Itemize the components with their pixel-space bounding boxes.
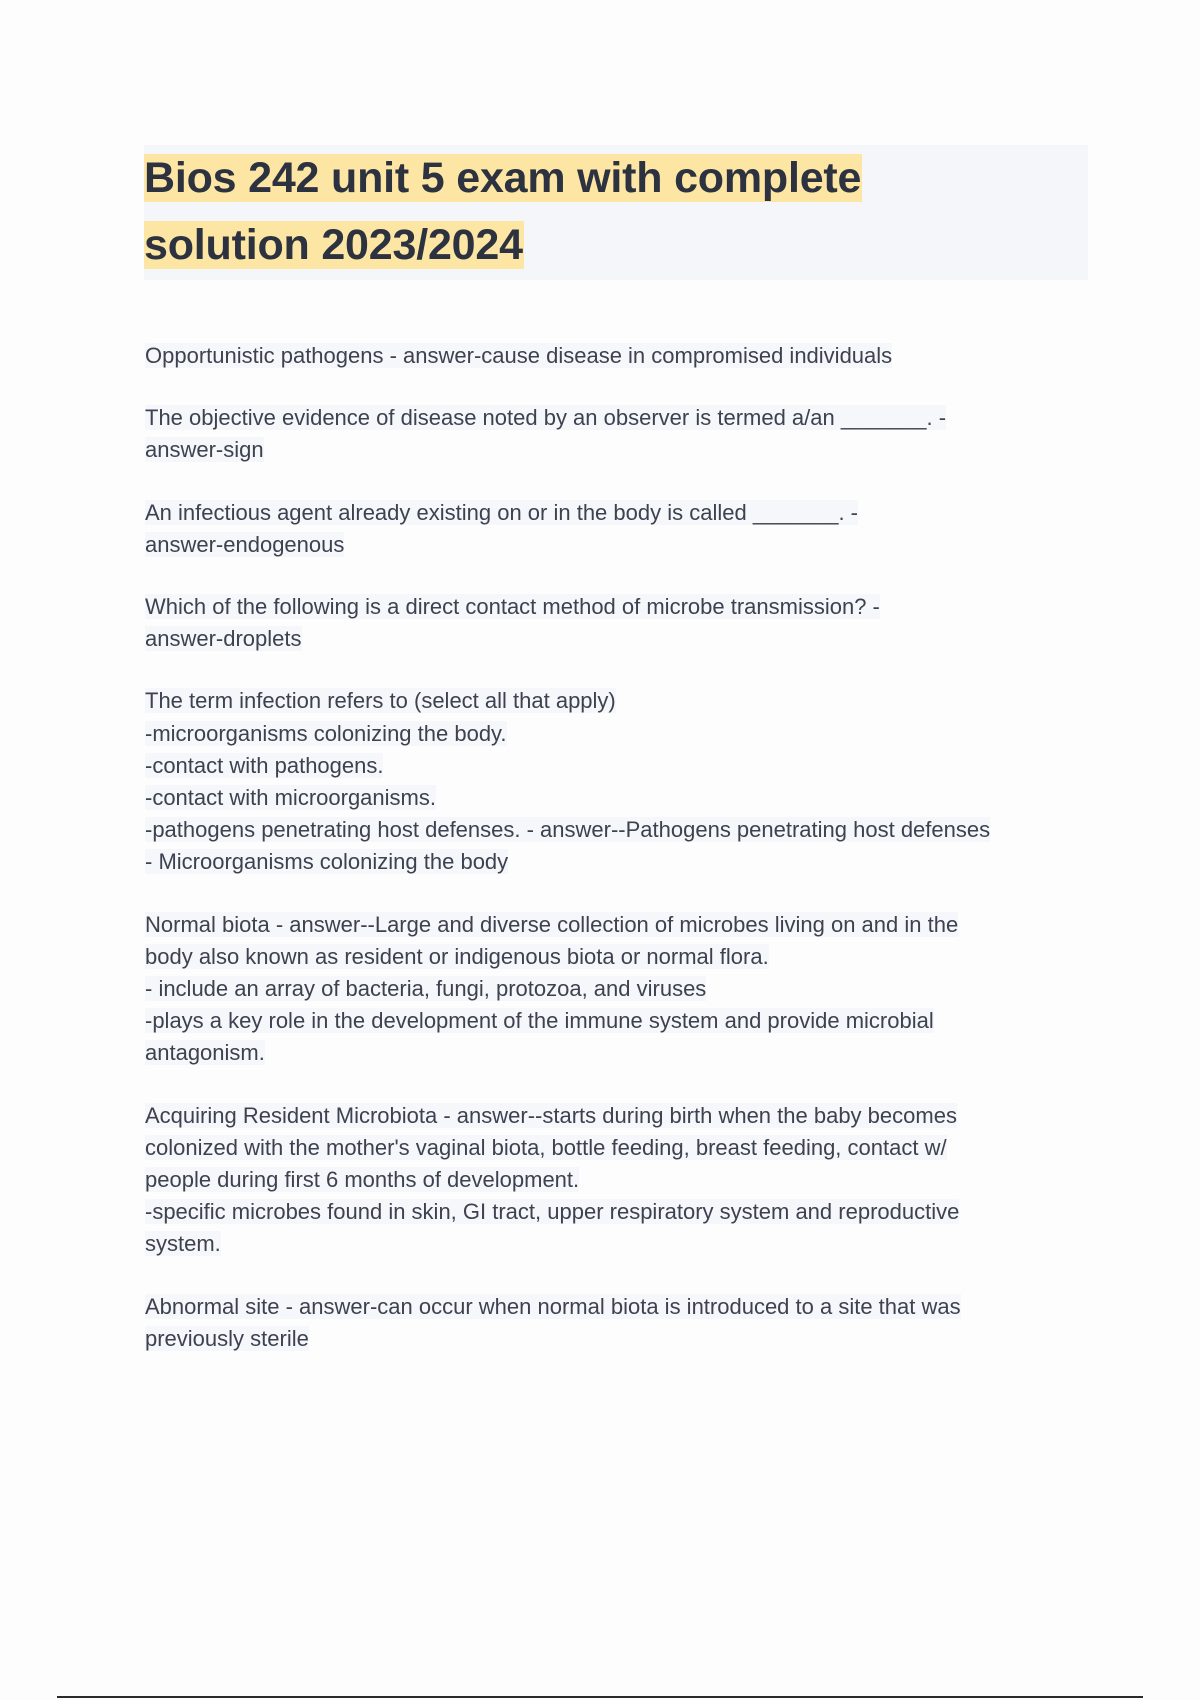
qa-line-text: Normal biota - answer--Large and diverse collection of microbes living on and in the: [145, 911, 959, 937]
qa-entry: [145, 402, 1090, 466]
qa-line-text: -pathogens penetrating host defenses. - answer--Pathogens penetrating host defenses: [145, 817, 991, 843]
qa-list: [145, 340, 1090, 1385]
qa-line-text: body also known as resident or indigenous biota or normal flora.: [145, 943, 769, 969]
qa-line-text: - include an array of bacteria, fungi, protozoa, and viruses: [145, 976, 707, 1002]
qa-line-text: -microorganisms colonizing the body.: [145, 720, 507, 746]
qa-entry: [145, 1291, 1090, 1355]
document-title: [144, 145, 1088, 279]
qa-line: [145, 340, 1090, 372]
qa-line-text: answer-droplets: [145, 626, 302, 652]
qa-line-text: The objective evidence of disease noted by an observer is termed a/an _______. -: [145, 405, 947, 431]
qa-line: [145, 529, 1090, 561]
qa-line-text: - Microorganisms colonizing the body: [145, 849, 509, 875]
qa-entry: [145, 591, 1090, 655]
qa-entry: [145, 685, 1090, 878]
qa-line-text: Which of the following is a direct contact method of microbe transmission? -: [145, 594, 880, 620]
qa-line: [145, 434, 1090, 466]
qa-line: [145, 814, 1090, 846]
qa-line: [145, 718, 1090, 750]
qa-line-text: people during first 6 months of development.: [145, 1167, 580, 1193]
title-line: Bios 242 unit 5 exam with complete: [144, 154, 862, 202]
qa-line-text: -plays a key role in the development of the immune system and provide microbial: [145, 1008, 934, 1034]
footer-divider: [57, 1696, 1143, 1698]
qa-entry: [145, 909, 1090, 1070]
title-line: solution 2023/2024: [144, 221, 523, 269]
qa-line: [145, 750, 1090, 782]
qa-line: [145, 591, 1090, 623]
qa-line: [145, 909, 1090, 941]
qa-line: [145, 1196, 1090, 1228]
qa-line-text: system.: [145, 1231, 221, 1257]
qa-line: [145, 846, 1090, 878]
qa-entry: [145, 1100, 1090, 1261]
qa-line: [145, 497, 1090, 529]
qa-entry: [145, 497, 1090, 561]
title-block: [144, 145, 1088, 280]
qa-line-text: -contact with microorganisms.: [145, 785, 436, 811]
qa-line: [145, 1164, 1090, 1196]
qa-line: [145, 685, 1090, 717]
qa-line-text: Acquiring Resident Microbiota - answer--starts during birth when the baby becomes: [145, 1102, 957, 1128]
qa-line: [145, 402, 1090, 434]
qa-line-text: -contact with pathogens.: [145, 752, 384, 778]
qa-line: [145, 782, 1090, 814]
qa-line-text: answer-endogenous: [145, 531, 345, 557]
qa-line-text: previously sterile: [145, 1325, 309, 1351]
qa-line: [145, 1323, 1090, 1355]
qa-line-text: colonized with the mother's vaginal biota, bottle feeding, breast feeding, contact w/: [145, 1134, 947, 1160]
qa-line: [145, 1132, 1090, 1164]
qa-line: [145, 623, 1090, 655]
qa-line-text: answer-sign: [145, 437, 264, 463]
qa-line-text: antagonism.: [145, 1040, 265, 1066]
qa-line: [145, 1228, 1090, 1260]
qa-line: [145, 973, 1090, 1005]
qa-entry: [145, 340, 1090, 372]
qa-line-text: Opportunistic pathogens - answer-cause disease in compromised individuals: [145, 343, 893, 368]
qa-line-text: -specific microbes found in skin, GI tract, upper respiratory system and reproductive: [145, 1199, 960, 1225]
qa-line-text: The term infection refers to (select all that apply): [145, 688, 616, 714]
qa-line: [145, 1005, 1090, 1037]
qa-line: [145, 1100, 1090, 1132]
qa-line-text: An infectious agent already existing on or in the body is called _______. -: [145, 499, 859, 525]
qa-line: [145, 941, 1090, 973]
qa-line: [145, 1037, 1090, 1069]
qa-line: [145, 1291, 1090, 1323]
qa-line-text: Abnormal site - answer-can occur when normal biota is introduced to a site that was: [145, 1293, 961, 1319]
